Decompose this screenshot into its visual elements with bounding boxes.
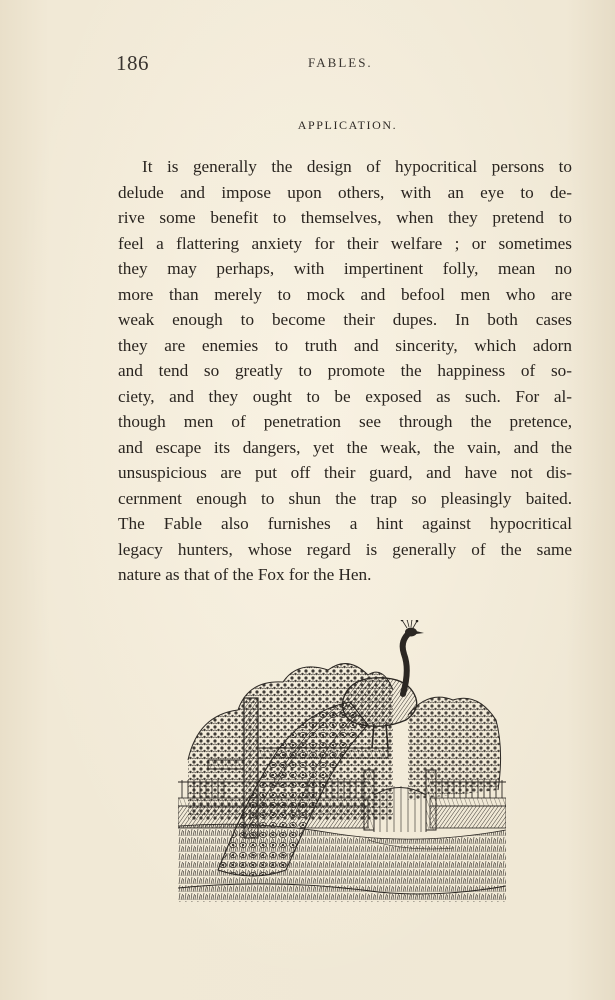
peacock-engraving — [178, 620, 506, 902]
text-line: delude and impose upon others, with an eye to de- — [118, 182, 572, 202]
text-line: ciety, and they ought to be exposed as such. For al- — [118, 386, 572, 406]
text-line: weak enough to become their dupes. In both cases — [118, 310, 572, 329]
text-line: more than merely to mock and befool men who are — [118, 284, 572, 304]
text-line: and escape its dangers, yet the weak, the vain, and the — [118, 437, 572, 457]
page-number: 186 — [116, 51, 149, 75]
text-line: legacy hunters, whose regard is generally of the same — [118, 539, 572, 559]
text-line: nature as that of the Fox for the Hen. — [118, 565, 372, 584]
text-line: they may perhaps, with impertinent folly, mean no — [118, 259, 572, 278]
running-head: FABLES. — [308, 55, 373, 70]
text-line: cernment enough to shun the trap so pleasingly baited. — [118, 488, 572, 508]
ground — [178, 824, 506, 902]
text-line: though men of penetration see through the pretence, — [118, 412, 572, 431]
text-line: feel a flattering anxiety for their welfare ; or sometimes — [118, 233, 572, 253]
text-line: It is generally the design of hypocritical persons to — [142, 157, 572, 176]
text-line: The Fable also furnishes a hint against hypocritical — [118, 514, 572, 533]
text-line: and tend so greatly to promote the happiness of so- — [118, 361, 572, 380]
section-heading: APPLICATION. — [297, 118, 398, 132]
text-line: rive some benefit to themselves, when they pretend to — [118, 208, 572, 227]
application-text — [118, 154, 572, 588]
text-line: unsuspicious are put off their guard, and have not dis- — [118, 463, 572, 482]
text-line: they are enemies to truth and sincerity, which adorn — [118, 335, 572, 355]
